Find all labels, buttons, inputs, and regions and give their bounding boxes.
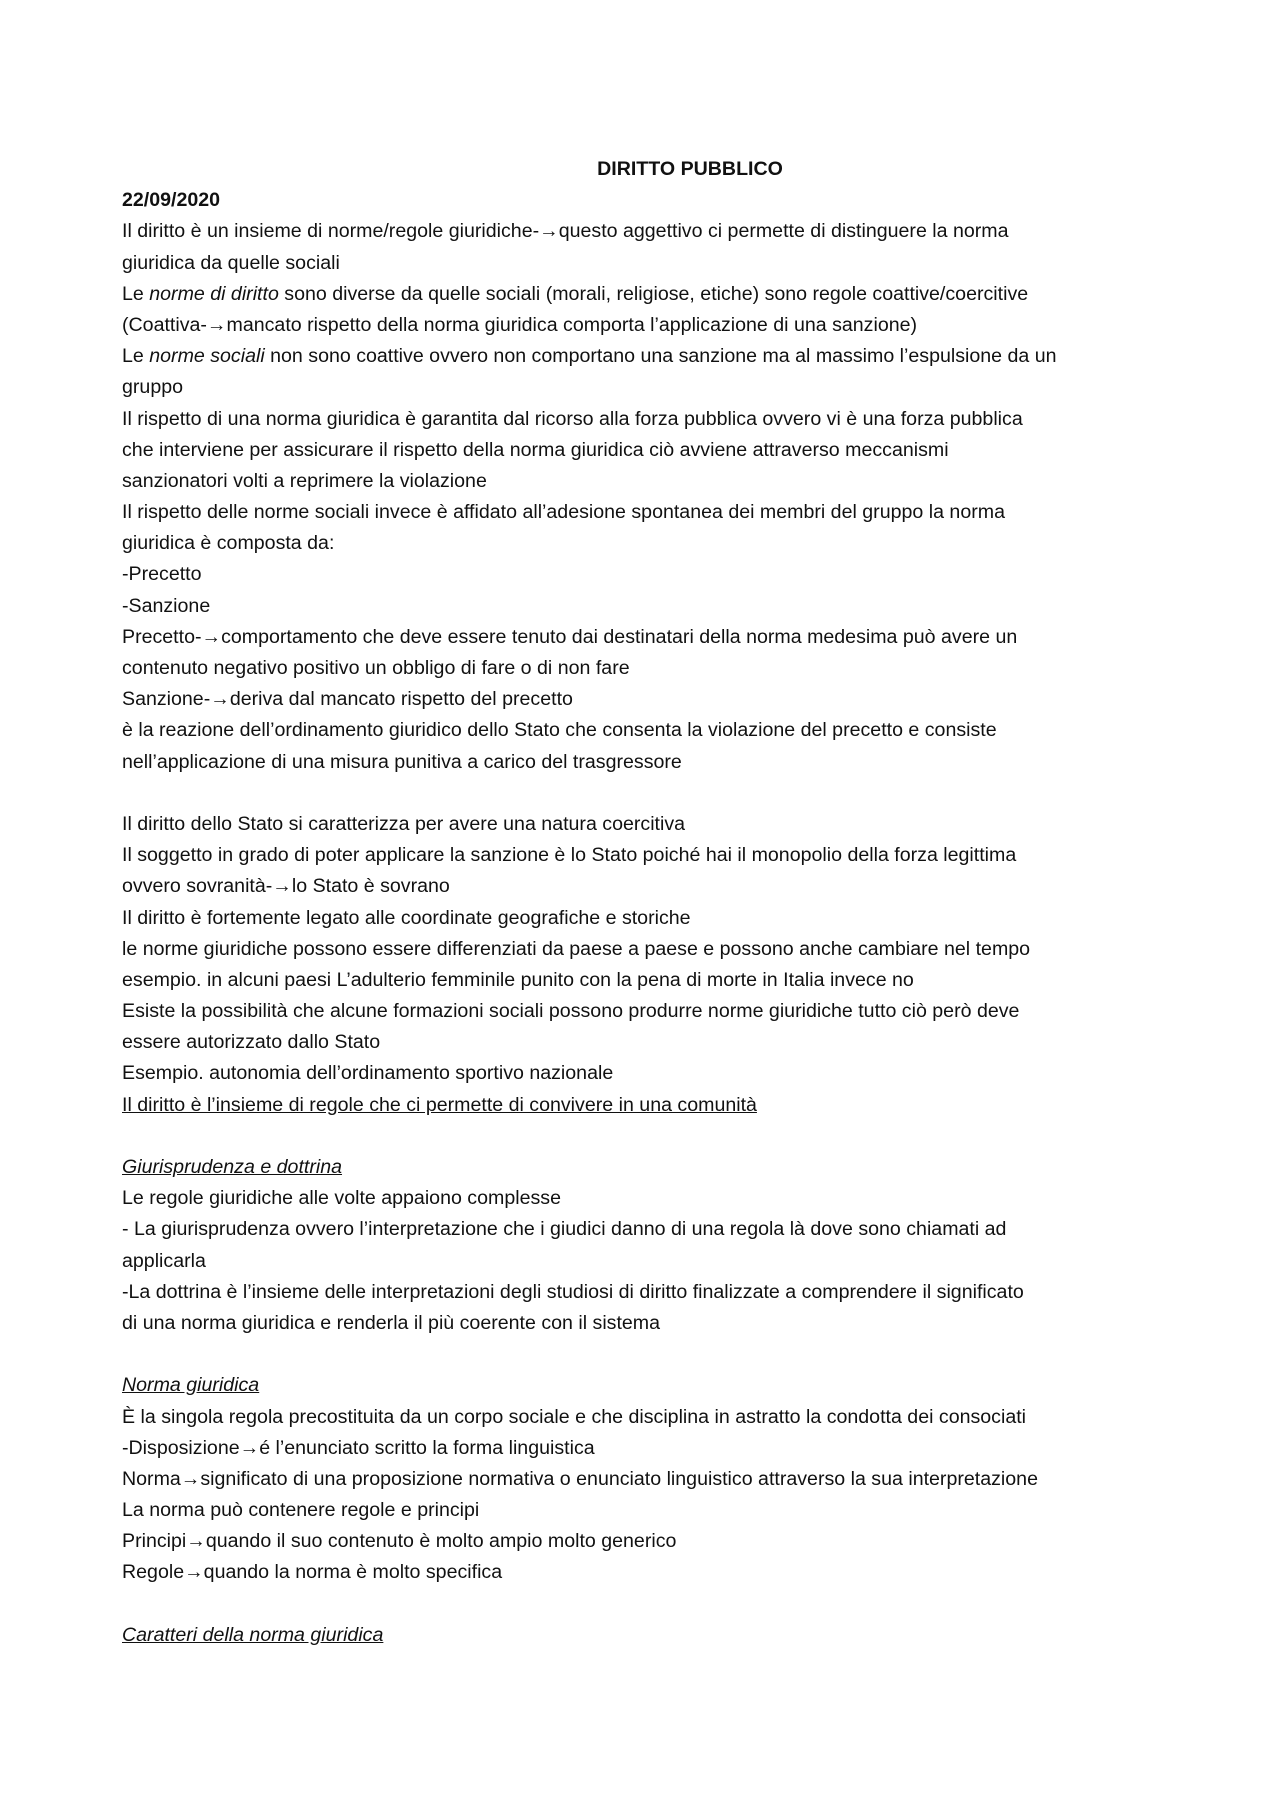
- text-line: Regole→quando la norma è molto specifica: [122, 1561, 503, 1584]
- text-line: Principi→quando il suo contenuto è molto ampio molto generico: [122, 1530, 677, 1553]
- list-item: -Precetto: [122, 563, 202, 586]
- text-line: [122, 341, 1172, 372]
- text-line: (Coattiva-→mancato rispetto della norma giuridica comporta l’applicazione di una sanzione): [122, 313, 918, 336]
- text-line: Il rispetto delle norme sociali invece è affidato all’adesione spontanea dei membri del gruppo la norma: [122, 501, 1005, 524]
- text-line: applicarla: [122, 1249, 206, 1272]
- text-line: Precetto-→comportamento che deve essere tenuto dai destinatari della norma medesima può avere un: [122, 625, 1018, 648]
- text-line: La norma può contenere regole e principi: [122, 1499, 480, 1522]
- text-line: [122, 279, 1172, 310]
- document-body: [122, 154, 1172, 1651]
- text-line: Il rispetto di una norma giuridica è garantita dal ricorso alla forza pubblica ovvero vi è una forza pubblica: [122, 407, 1023, 430]
- text-span: Le: [122, 282, 150, 305]
- text-line: Il soggetto in grado di poter applicare la sanzione è lo Stato poiché hai il monopolio della forza legittima: [122, 844, 1017, 867]
- text-line: Il diritto è fortemente legato alle coordinate geografiche e storiche: [122, 906, 691, 929]
- text-line: Esiste la possibilità che alcune formazioni sociali possono produrre norme giuridiche tutto ciò però deve: [122, 1000, 1020, 1023]
- list-item: -Sanzione: [122, 594, 211, 617]
- text-span: non sono coattive ovvero non comportano una sanzione ma al massimo l’espulsione da un: [264, 345, 1057, 368]
- text-line: le norme giuridiche possono essere differenziati da paese a paese e possono anche cambiare nel tempo: [122, 937, 1031, 960]
- text-line: che interviene per assicurare il rispetto della norma giuridica ciò avviene attraverso meccanismi: [122, 438, 949, 461]
- text-line: È la singola regola precostituita da un corpo sociale e che disciplina in astratto la condotta dei consociati: [122, 1405, 1027, 1428]
- blank-line: [122, 1339, 1172, 1370]
- text-line: nell’applicazione di una misura punitiva a carico del trasgressore: [122, 750, 682, 773]
- section-heading: Giurisprudenza e dottrina: [122, 1156, 343, 1178]
- text-line: Esempio. autonomia dell’ordinamento sportivo nazionale: [122, 1062, 614, 1085]
- document-date: 22/09/2020: [122, 189, 221, 212]
- document-title: DIRITTO PUBBLICO: [597, 158, 783, 180]
- text-line: contenuto negativo positivo un obbligo di fare o di non fare: [122, 657, 630, 679]
- text-line: Norma→significato di una proposizione normativa o enunciato linguistico attraverso la sua interpretazione: [122, 1467, 1038, 1490]
- text-line: sanzionatori volti a reprimere la violazione: [122, 469, 487, 492]
- section-heading: Norma giuridica: [122, 1374, 260, 1397]
- text-line: Le regole giuridiche alle volte appaiono complesse: [122, 1187, 561, 1210]
- text-line: è la reazione dell’ordinamento giuridico dello Stato che consenta la violazione del precetto e consiste: [122, 719, 997, 742]
- text-line: gruppo: [122, 376, 184, 399]
- text-line: essere autorizzato dallo Stato: [122, 1031, 381, 1054]
- text-line: -La dottrina è l’insieme delle interpretazioni degli studiosi di diritto finalizzate a comprendere il significato: [122, 1280, 1024, 1303]
- text-line: Il diritto è un insieme di norme/regole giuridiche-→questo aggettivo ci permette di distinguere la norma: [122, 220, 1009, 243]
- text-line: di una norma giuridica e renderla il più coerente con il sistema: [122, 1311, 661, 1334]
- text-line: -Disposizione→é l’enunciato scritto la forma linguistica: [122, 1436, 595, 1459]
- italic-term: norme sociali: [149, 345, 265, 368]
- text-line: giuridica è composta da:: [122, 532, 335, 555]
- text-line: ovvero sovranità-→lo Stato è sovrano: [122, 875, 450, 898]
- blank-line: [122, 1589, 1172, 1620]
- text-line: esempio. in alcuni paesi L’adulterio femminile punito con la pena di morte in Italia invece no: [122, 968, 914, 991]
- blank-line: [122, 778, 1172, 809]
- text-line: Sanzione-→deriva dal mancato rispetto del precetto: [122, 688, 573, 711]
- underlined-statement: Il diritto è l’insieme di regole che ci permette di convivere in una comunità: [122, 1093, 757, 1116]
- text-line: Il diritto dello Stato si caratterizza per avere una natura coercitiva: [122, 812, 686, 835]
- text-line: giuridica da quelle sociali: [122, 251, 340, 274]
- italic-term: norme di diritto: [149, 282, 279, 305]
- text-span: Le: [122, 345, 150, 368]
- text-span: sono diverse da quelle sociali (morali, religiose, etiche) sono regole coattive/coercitive: [278, 282, 1029, 305]
- text-line: - La giurisprudenza ovvero l’interpretazione che i giudici danno di una regola là dove sono chiamati ad: [122, 1218, 1007, 1241]
- section-heading: Caratteri della norma giuridica: [122, 1623, 384, 1646]
- blank-line: [122, 1121, 1172, 1152]
